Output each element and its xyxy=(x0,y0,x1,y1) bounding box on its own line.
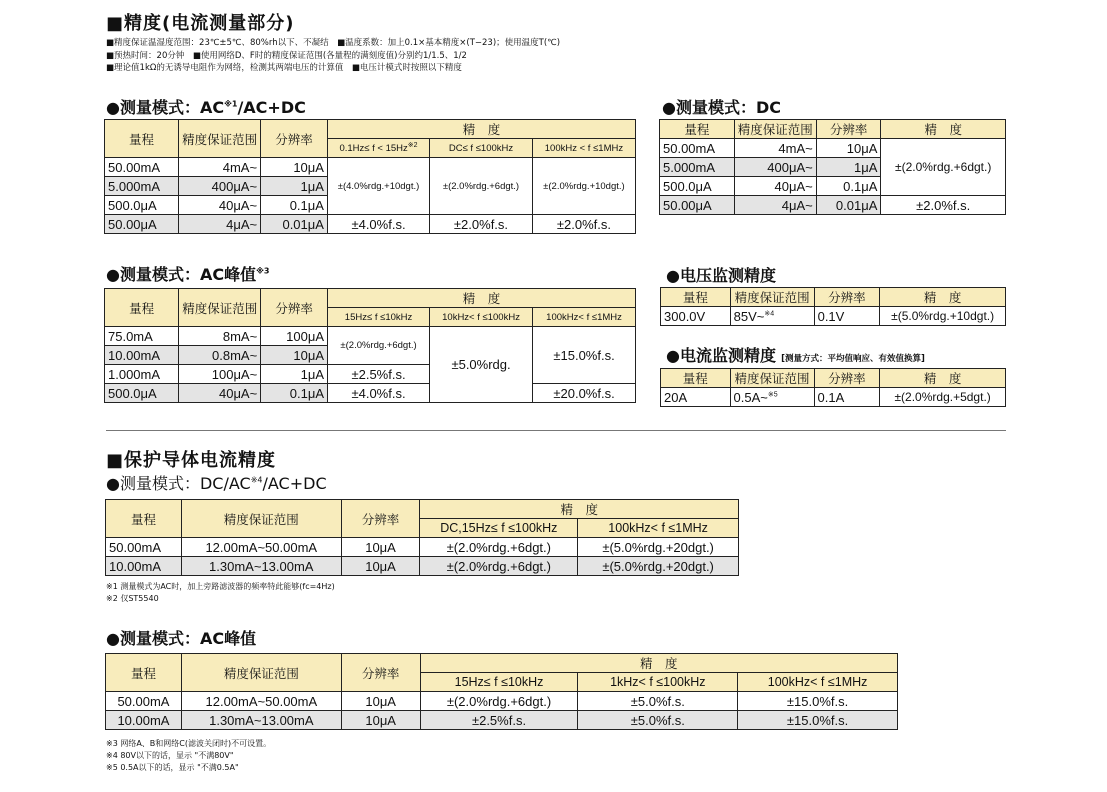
cell-resolution: 0.1A xyxy=(814,388,880,407)
section-title-guard-mode xyxy=(106,471,327,494)
section-title-ac-acdc xyxy=(106,95,306,118)
header-guarantee-range: 精度保证范围 xyxy=(734,120,816,139)
header-accuracy: 精 度 xyxy=(328,289,636,308)
cell-accuracy: ±15.0%f.s. xyxy=(738,692,898,711)
cell-resolution: 10μA xyxy=(261,158,328,177)
footnote-mark: ※4 xyxy=(250,475,263,485)
page-title: ■精度(电流测量部分) xyxy=(106,13,295,34)
cell-resolution: 10μA xyxy=(341,711,420,730)
cell-guarantee: 4mA~ xyxy=(734,139,816,158)
cell-guarantee: 400μA~ xyxy=(179,177,261,196)
cell-accuracy: ±15.0%f.s. xyxy=(533,327,636,384)
header-freq-band: 100kHz< f ≤1MHz xyxy=(578,519,739,538)
section-title-voltage-monitor: ●电压监测精度 xyxy=(666,266,776,285)
guarantee-value: 0.5A~ xyxy=(733,389,768,405)
section-subtitle: [测量方式：平均值响应、有效值换算] xyxy=(781,354,925,364)
footnotes-1 xyxy=(106,581,335,605)
header-guarantee-range: 精度保证范围 xyxy=(179,289,261,327)
cell-accuracy: ±2.0%f.s. xyxy=(532,215,635,234)
cell-range: 50.00μA xyxy=(660,196,735,215)
cell-range: 50.00μA xyxy=(105,215,179,234)
cell-guarantee: 0.8mA~ xyxy=(179,346,261,365)
header-accuracy: 精 度 xyxy=(420,500,739,519)
cell-accuracy: ±5.0%f.s. xyxy=(578,692,738,711)
header-resolution: 分辨率 xyxy=(341,654,420,692)
header-guarantee-range: 精度保证范围 xyxy=(730,369,814,388)
footnote: ※5 0.5A以下的话，显示 "不满0.5A" xyxy=(106,763,239,772)
cell-range: 1.000mA xyxy=(105,365,179,384)
header-range: 量程 xyxy=(660,120,735,139)
section-title-tail: /AC+DC xyxy=(262,474,327,493)
cell-accuracy: ±(2.0%rdg.+6dgt.) xyxy=(881,139,1006,196)
freq-label: 0.1Hz≤ f < 15Hz xyxy=(339,143,408,155)
header-resolution: 分辨率 xyxy=(816,120,881,139)
header-range: 量程 xyxy=(661,369,731,388)
cell-accuracy: ±2.0%f.s. xyxy=(881,196,1006,215)
table-ac-acdc xyxy=(104,119,636,234)
cell-guarantee: 4μA~ xyxy=(734,196,816,215)
cell-range: 20A xyxy=(661,388,731,407)
footnote-mark: ※1 xyxy=(224,99,238,109)
cell-range: 500.0μA xyxy=(105,196,179,215)
cell-accuracy: ±(2.0%rdg.+6dgt.) xyxy=(420,538,578,557)
header-accuracy: 精 度 xyxy=(881,120,1006,139)
cell-resolution: 10μA xyxy=(341,692,420,711)
header-freq-band: 15Hz≤ f ≤10kHz xyxy=(328,308,430,327)
note-line: ■理论值1kΩ的无诱导电阻作为网络，检测其两端电压的计算值 ■电压计模式时按照以下精度 xyxy=(106,63,462,73)
cell-accuracy: ±20.0%f.s. xyxy=(533,384,636,403)
header-accuracy: 精 度 xyxy=(880,288,1006,307)
header-resolution: 分辨率 xyxy=(341,500,420,538)
cell-accuracy: ±(5.0%rdg.+20dgt.) xyxy=(578,538,739,557)
table-ac-peak xyxy=(104,288,636,403)
cell-guarantee: 4μA~ xyxy=(179,215,261,234)
section-title-dc: ●测量模式：DC xyxy=(662,98,781,117)
cell-resolution: 0.1μA xyxy=(261,384,328,403)
cell-range: 300.0V xyxy=(661,307,731,326)
cell-range: 500.0μA xyxy=(105,384,179,403)
table-current-monitor xyxy=(660,368,1006,407)
cell-guarantee: 8mA~ xyxy=(179,327,261,346)
cell-accuracy: ±(4.0%rdg.+10dgt.) xyxy=(327,158,429,215)
header-freq-band: 100kHz< f ≤1MHz xyxy=(738,673,898,692)
cell-accuracy: ±(2.0%rdg.+6dgt.) xyxy=(420,557,578,576)
header-guarantee-range: 精度保证范围 xyxy=(181,500,341,538)
spec-notes xyxy=(106,37,560,75)
cell-resolution: 1μA xyxy=(816,158,881,177)
cell-accuracy: ±(5.0%rdg.+10dgt.) xyxy=(880,307,1006,326)
cell-accuracy: ±2.5%f.s. xyxy=(420,711,578,730)
cell-guarantee: 4mA~ xyxy=(179,158,261,177)
cell-accuracy: ±2.5%f.s. xyxy=(328,365,430,384)
header-freq-band: 1kHz< f ≤100kHz xyxy=(578,673,738,692)
header-range: 量程 xyxy=(105,120,179,158)
section-title-text: ●测量模式：AC峰值 xyxy=(106,265,257,284)
guarantee-value: 85V~ xyxy=(733,308,765,324)
cell-accuracy: ±(2.0%rdg.+10dgt.) xyxy=(532,158,635,215)
cell-range: 50.00mA xyxy=(106,538,182,557)
table-voltage-monitor xyxy=(660,287,1006,326)
cell-guarantee xyxy=(730,388,814,407)
footnote-mark: ※3 xyxy=(256,266,270,276)
cell-range: 50.00mA xyxy=(106,692,182,711)
cell-resolution: 1μA xyxy=(261,365,328,384)
cell-range: 500.0μA xyxy=(660,177,735,196)
cell-guarantee: 1.30mA~13.00mA xyxy=(181,557,341,576)
header-range: 量程 xyxy=(105,289,179,327)
cell-range: 50.00mA xyxy=(660,139,735,158)
cell-accuracy: ±(2.0%rdg.+6dgt.) xyxy=(328,327,430,365)
cell-range: 10.00mA xyxy=(105,346,179,365)
cell-accuracy: ±5.0%rdg. xyxy=(430,327,533,403)
footnote-mark: ※2 xyxy=(407,142,418,150)
cell-resolution: 0.1V xyxy=(814,307,880,326)
header-range: 量程 xyxy=(106,500,182,538)
cell-resolution: 100μA xyxy=(261,327,328,346)
cell-accuracy: ±(2.0%rdg.+6dgt.) xyxy=(430,158,533,215)
note-line: ■精度保证温湿度范围：23℃±5℃、80%rh以下、不凝结 ■温度系数：加上0.1×基本精度×(T−23)；使用温度T(℃) xyxy=(106,38,561,48)
header-guarantee-range: 精度保证范围 xyxy=(730,288,814,307)
header-freq-band: 100kHz< f ≤1MHz xyxy=(533,308,636,327)
header-guarantee-range: 精度保证范围 xyxy=(179,120,261,158)
header-accuracy: 精 度 xyxy=(880,369,1006,388)
cell-accuracy: ±5.0%f.s. xyxy=(578,711,738,730)
cell-resolution: 0.01μA xyxy=(261,215,328,234)
cell-range: 10.00mA xyxy=(106,557,182,576)
header-freq-band: 15Hz≤ f ≤10kHz xyxy=(420,673,578,692)
cell-resolution: 0.01μA xyxy=(816,196,881,215)
cell-resolution: 0.1μA xyxy=(261,196,328,215)
cell-accuracy: ±4.0%f.s. xyxy=(328,384,430,403)
cell-accuracy: ±2.0%f.s. xyxy=(430,215,533,234)
section-title-ac-peak xyxy=(106,262,269,285)
section-title-text: ●测量模式：DC/AC xyxy=(106,474,251,493)
section-title-current-monitor xyxy=(666,343,925,366)
cell-accuracy: ±(2.0%rdg.+5dgt.) xyxy=(880,388,1006,407)
header-accuracy: 精 度 xyxy=(327,120,635,139)
header-resolution: 分辨率 xyxy=(814,288,880,307)
cell-resolution: 10μA xyxy=(261,346,328,365)
footnote-mark: ※4 xyxy=(764,310,775,318)
cell-guarantee: 12.00mA~50.00mA xyxy=(181,692,341,711)
section-title-guard-current: ■保护导体电流精度 xyxy=(106,450,277,471)
cell-resolution: 10μA xyxy=(341,538,420,557)
cell-range: 5.000mA xyxy=(660,158,735,177)
footnote: ※3 网络A、B和网络C(滤波关闭时)不可设置。 xyxy=(106,739,272,748)
cell-range: 10.00mA xyxy=(106,711,182,730)
cell-guarantee xyxy=(730,307,814,326)
header-freq-band: DC≤ f ≤100kHz xyxy=(430,139,533,158)
cell-guarantee: 100μA~ xyxy=(179,365,261,384)
header-accuracy: 精 度 xyxy=(420,654,897,673)
table-dc xyxy=(659,119,1006,215)
cell-resolution: 10μA xyxy=(341,557,420,576)
header-guarantee-range: 精度保证范围 xyxy=(181,654,341,692)
table-guard-dc-ac xyxy=(105,499,739,576)
cell-range: 5.000mA xyxy=(105,177,179,196)
section-divider xyxy=(106,430,1006,431)
section-title-text: ●电流监测精度 xyxy=(666,346,776,365)
cell-resolution: 1μA xyxy=(261,177,328,196)
section-title-guard-ac-peak: ●测量模式：AC峰值 xyxy=(106,629,257,648)
section-title-text: ●测量模式：AC xyxy=(106,98,225,117)
cell-accuracy: ±15.0%f.s. xyxy=(738,711,898,730)
header-freq-band: 100kHz < f ≤1MHz xyxy=(532,139,635,158)
cell-guarantee: 40μA~ xyxy=(179,196,261,215)
cell-resolution: 10μA xyxy=(816,139,881,158)
table-guard-ac-peak xyxy=(105,653,898,730)
cell-accuracy: ±(2.0%rdg.+6dgt.) xyxy=(420,692,578,711)
cell-accuracy: ±(5.0%rdg.+20dgt.) xyxy=(578,557,739,576)
header-resolution: 分辨率 xyxy=(261,120,328,158)
footnote: ※4 80V以下的话，显示 "不满80V" xyxy=(106,751,234,760)
cell-guarantee: 40μA~ xyxy=(179,384,261,403)
header-freq-band xyxy=(327,139,429,158)
cell-guarantee: 40μA~ xyxy=(734,177,816,196)
header-resolution: 分辨率 xyxy=(814,369,880,388)
cell-guarantee: 12.00mA~50.00mA xyxy=(181,538,341,557)
section-title-tail: /AC+DC xyxy=(237,98,306,117)
cell-guarantee: 400μA~ xyxy=(734,158,816,177)
header-resolution: 分辨率 xyxy=(261,289,328,327)
header-freq-band: 10kHz< f ≤100kHz xyxy=(430,308,533,327)
cell-range: 75.0mA xyxy=(105,327,179,346)
header-freq-band: DC,15Hz≤ f ≤100kHz xyxy=(420,519,578,538)
cell-resolution: 0.1μA xyxy=(816,177,881,196)
footnote: ※1 测量模式为AC时，加上旁路滤波器的频率特此能够(fc=4Hz) xyxy=(106,582,335,591)
cell-guarantee: 1.30mA~13.00mA xyxy=(181,711,341,730)
cell-accuracy: ±4.0%f.s. xyxy=(327,215,429,234)
footnote: ※2 仅ST5540 xyxy=(106,594,159,603)
note-line: ■预热时间：20分钟 ■使用网络D、F时的精度保证范围(各量程的满刻度值)分别约1/1.5、1/2 xyxy=(106,50,467,61)
footnote-mark: ※5 xyxy=(767,391,778,399)
cell-range: 50.00mA xyxy=(105,158,179,177)
footnotes-2 xyxy=(106,738,271,774)
header-range: 量程 xyxy=(661,288,731,307)
header-range: 量程 xyxy=(106,654,182,692)
